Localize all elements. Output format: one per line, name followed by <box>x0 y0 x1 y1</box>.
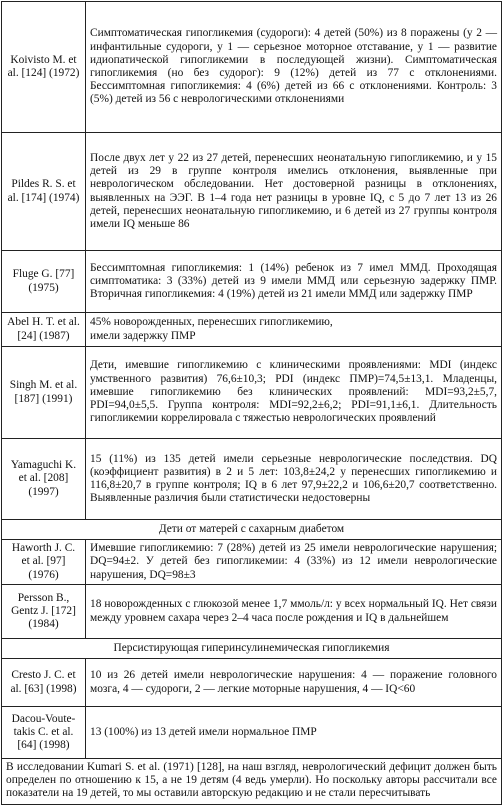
author-cell: Haworth J. C. et al. [97] (1976) <box>2 540 86 585</box>
author-cell: Dacou-Voute- takis C. et al. [64] (1998) <box>2 707 86 759</box>
findings-cell: Дети, имевшие гипогликемию с клиническими проявлениями: MDI (индекс умственного развития) 76,6±10,3; PDI (индекс ПМР)=74,5±13,1. Младенцы, имевшие гипогликемию без клинических проявлений: MDI=93,2±5,7, PDI=94,0±5,5. Группа контроля: MDI=92,2±6,2; PDI=91,1±6,1. Длительность гипогликемии коррелировала с тяжестью неврологических проявлений <box>86 347 502 439</box>
section-heading: Дети от матерей с сахарным диабетом <box>2 520 502 540</box>
footnote-row <box>2 759 502 805</box>
table-row <box>2 585 502 639</box>
author-cell: Yamaguchi K. et al. [208] (1997) <box>2 439 86 520</box>
author-cell: Abel H. T. et al. [24] (1987) <box>2 313 86 347</box>
table-row <box>2 707 502 759</box>
document-page <box>1 1 502 800</box>
table-row <box>2 313 502 347</box>
findings-cell: 18 новорожденных с глюкозой менее 1,7 ммоль/л: у всех нормальный IQ. Нет связи между уровнем сахара через 2–4 часа после рождения и IQ в дальнейшем <box>86 585 502 639</box>
findings-cell: После двух лет у 22 из 27 детей, перенесших неонатальную гипогликемию, и у 15 детей из 29 в группе контроля имелись отклонения, выявленные при неврологическом обследовании. Нет достоверной разницы в отклонениях, выявленных на ЭЭГ. В 1–4 года нет разницы в уровне IQ, с 5 до 7 лет 13 из 26 детей, перенесших неонатальную гипогликемию, и 6 детей из 27 группы контроля имели IQ меньше 86 <box>86 133 502 251</box>
table-row <box>2 133 502 251</box>
findings-cell: 13 (100%) из 13 детей имели нормальное ПМР <box>86 707 502 759</box>
section-row <box>2 639 502 659</box>
table-row <box>2 347 502 439</box>
findings-cell: Бессимптомная гипогликемия: 1 (14%) ребенок из 7 имел ММД. Проходящая симптоматика: 3 (33%) детей из 9 имели ММД или серьезную задержку ПМР. Вторичная гипогликемия: 4 (19%) детей из 21 имели ММД или задержку ПМР <box>86 251 502 313</box>
table-row <box>2 659 502 707</box>
findings-cell: 15 (11%) из 135 детей имели серьезные неврологические последствия. DQ (коэффициент развития) в 2 и 5 лет: 103,8±24,2 у перенесших гипогликемию и 116,8±20,7 в группе контроля; IQ в 6 лет 97,9±22,2 и 106,6±20,7 соответственно. Выявленные различия были статистически недостоверны <box>86 439 502 520</box>
author-cell: Pildes R. S. et al. [174] (1974) <box>2 133 86 251</box>
table-row <box>2 2 502 133</box>
findings-cell: 10 из 26 детей имели неврологические нарушения: 4 — поражение головного мозга, 4 — судороги, 2 — легкие моторные нарушения, 4 — IQ<60 <box>86 659 502 707</box>
author-cell: Fluge G. [77] (1975) <box>2 251 86 313</box>
findings-cell: Имевшие гипогликемию: 7 (28%) детей из 25 имели неврологические нарушения; DQ=94±2. У детей без гипогликемии: 4 (33%) из 12 имели неврологические нарушения, DQ=98±3 <box>86 540 502 585</box>
findings-cell: 45% новорожденных, перенесших гипогликемию, имели задержку ПМР <box>86 313 502 347</box>
author-cell: Koivisto M. et al. [124] (1972) <box>2 2 86 133</box>
table-row <box>2 251 502 313</box>
findings-cell: Симптоматическая гипогликемия (судороги): 4 детей (50%) из 8 поражены (у 2 — инфантильные судороги, у 1 — серьезное моторное отставание, у 1 — развитие идиопатической гипогликемии в последующей жизни). Симптоматическая гипогликемия (но без судорог): 9 (12%) детей из 77 с отклонениями. Бессимптомная гипогликемия: 4 (6%) детей из 66 с отклонениями. Контроль: 3 (5%) детей из 56 с неврологическими отклонениями <box>86 2 502 133</box>
author-cell: Cresto J. C. et al. [63] (1998) <box>2 659 86 707</box>
table-row <box>2 439 502 520</box>
author-cell: Singh M. et al. [187] (1991) <box>2 347 86 439</box>
table-row <box>2 540 502 585</box>
table-footnote: В исследовании Kumari S. et al. (1971) [128], на наш взгляд, неврологический дефицит должен быть определен по отношению к 15, а не 19 детям (4 ведь умерли). Но поскольку авторы рассчитали все показатели на 19 детей, то мы оставили авторскую редакцию и не стали пересчитывать <box>2 759 502 805</box>
section-heading: Персистирующая гиперинсулинемическая гипогликемия <box>2 639 502 659</box>
hypoglycemia-outcomes-table <box>1 1 502 805</box>
section-row <box>2 520 502 540</box>
author-cell: Persson B., Gentz J. [172] (1984) <box>2 585 86 639</box>
